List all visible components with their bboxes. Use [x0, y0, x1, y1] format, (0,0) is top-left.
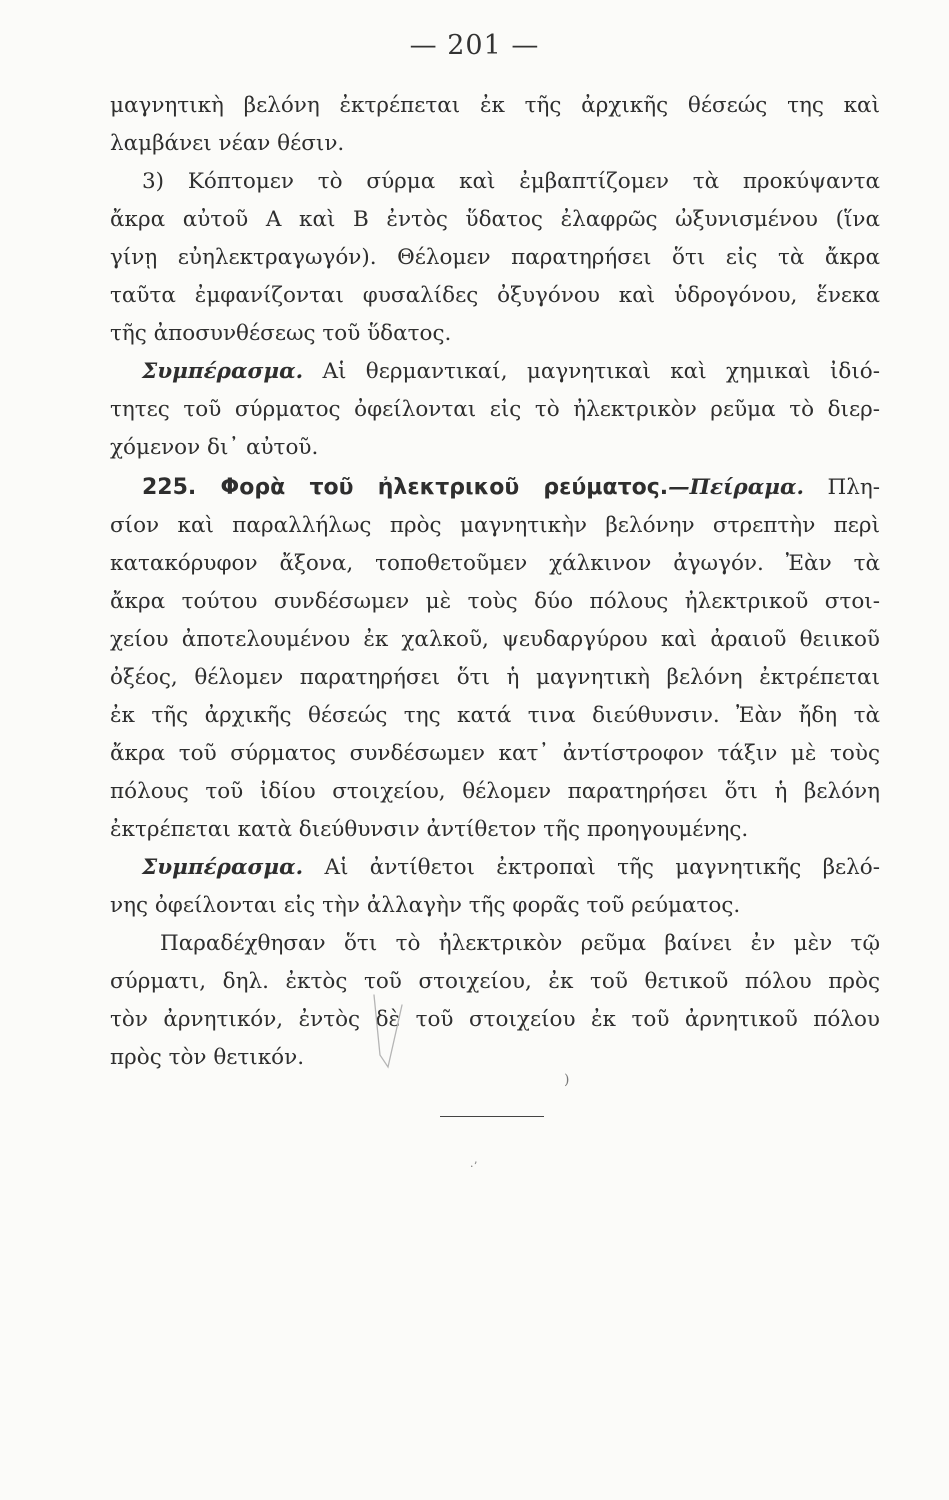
text-line: ἄκρα τοῦ σύρματος συνδέσωμεν κατ᾽ ἀντίστροφον τάξιν μὲ τοὺς [110, 741, 880, 766]
text-line: ἄκρα τούτου συνδέσωμεν μὲ τοὺς δύο πόλους ἠλεκτρικοῦ στοι- [110, 589, 880, 614]
section-number: 225. [142, 475, 197, 500]
text-line: τὸν ἀρνητικόν, ἐντὸς δὲ τοῦ στοιχείου ἐκ τοῦ ἀρνητικοῦ πόλου [110, 1007, 880, 1032]
text-line: γίνῃ εὐηλεκτραγωγόν). Θέλομεν παρατηρήσει ὅτι εἰς τὰ ἄκρα [110, 245, 880, 270]
end-rule [440, 1116, 544, 1117]
text-line: τητες τοῦ σύρματος ὀφείλονται εἰς τὸ ἠλεκτρικὸν ρεῦμα τὸ διερ- [110, 397, 880, 422]
text-fragment: Πλη- [804, 475, 880, 500]
conclusion-label: Συμπέρασμα. [142, 855, 304, 880]
text-line: χόμενον δι᾽ αὐτοῦ. [110, 435, 319, 460]
text-line: λαμβάνει νέαν θέσιν. [110, 131, 345, 156]
text-line: ὀξέος, θέλομεν παρατηρήσει ὅτι ἡ μαγνητικὴ βελόνη ἐκτρέπεται [110, 665, 880, 690]
text-line: ἄκρα αὐτοῦ Α καὶ Β ἐντὸς ὕδατος ἐλαφρῶς ὠξυνισμένου (ἵνα [110, 207, 880, 232]
text-line: σύρματι, δηλ. ἐκτὸς τοῦ στοιχείου, ἐκ τοῦ θετικοῦ πόλου πρὸς [110, 969, 880, 994]
text-line: πόλους τοῦ ἰδίου στοιχείου, θέλομεν παρατηρήσει ὅτι ἡ βελόνη [110, 779, 880, 804]
text-line: σίον καὶ παραλλήλως πρὸς μαγνητικὴν βελόνην στρεπτὴν περὶ [110, 513, 880, 538]
scan-speck: ) [564, 1072, 570, 1088]
experiment-label: —Πείραμα. [668, 475, 805, 500]
text-line: 3) Κόπτομεν τὸ σύρμα καὶ ἐμβαπτίζομεν τὰ προκύψαντα [142, 169, 880, 194]
pencil-mark [360, 985, 420, 1075]
text-line: ταῦτα ἐμφανίζονται φυσαλίδες ὀξυγόνου καὶ ὑδρογόνου, ἕνεκα [110, 283, 880, 308]
text-line: ἐκτρέπεται κατὰ διεύθυνσιν ἀντίθετον τῆς προηγουμένης. [110, 817, 749, 842]
text-line: ἐκ τῆς ἀρχικῆς θέσεώς της κατά τινα διεύθυνσιν. Ἐὰν ἤδη τὰ [110, 703, 880, 728]
text-line: Παραδέχθησαν ὅτι τὸ ἠλεκτρικὸν ρεῦμα βαίνει ἐν μὲν τῷ [160, 931, 880, 956]
section-title: Φορὰ τοῦ ἠλεκτρικοῦ ρεύματος. [196, 475, 669, 500]
conclusion-label: Συμπέρασμα. [142, 359, 304, 384]
text-line: πρὸς τὸν θετικόν. [110, 1045, 305, 1070]
conclusion-text: Αἱ ἀντίθετοι ἐκτροπαὶ τῆς μαγνητικῆς βελό- [303, 855, 880, 880]
text-line: τῆς ἀποσυνθέσεως τοῦ ὕδατος. [110, 321, 452, 346]
conclusion-text: Αἱ θερμαντικαί, μαγνητικαὶ καὶ χημικαὶ ἰδιό- [303, 359, 880, 384]
scan-speck: ·ʼ [470, 1160, 477, 1173]
text-line: μαγνητικὴ βελόνη ἐκτρέπεται ἐκ τῆς ἀρχικῆς θέσεώς της καὶ [110, 93, 880, 118]
text-line: κατακόρυφον ἄξονα, τοποθετοῦμεν χάλκινον ἀγωγόν. Ἐὰν τὰ [110, 551, 880, 576]
section-heading-line [110, 470, 880, 506]
page-number: — 201 — [409, 30, 540, 61]
conclusion-line [110, 850, 880, 886]
text-line: νης ὀφείλονται εἰς τὴν ἀλλαγὴν τῆς φορᾶς τοῦ ρεύματος. [110, 893, 741, 918]
text-line: χείου ἀποτελουμένου ἐκ χαλκοῦ, ψευδαργύρου καὶ ἀραιοῦ θειικοῦ [110, 627, 880, 652]
conclusion-line [110, 354, 880, 390]
